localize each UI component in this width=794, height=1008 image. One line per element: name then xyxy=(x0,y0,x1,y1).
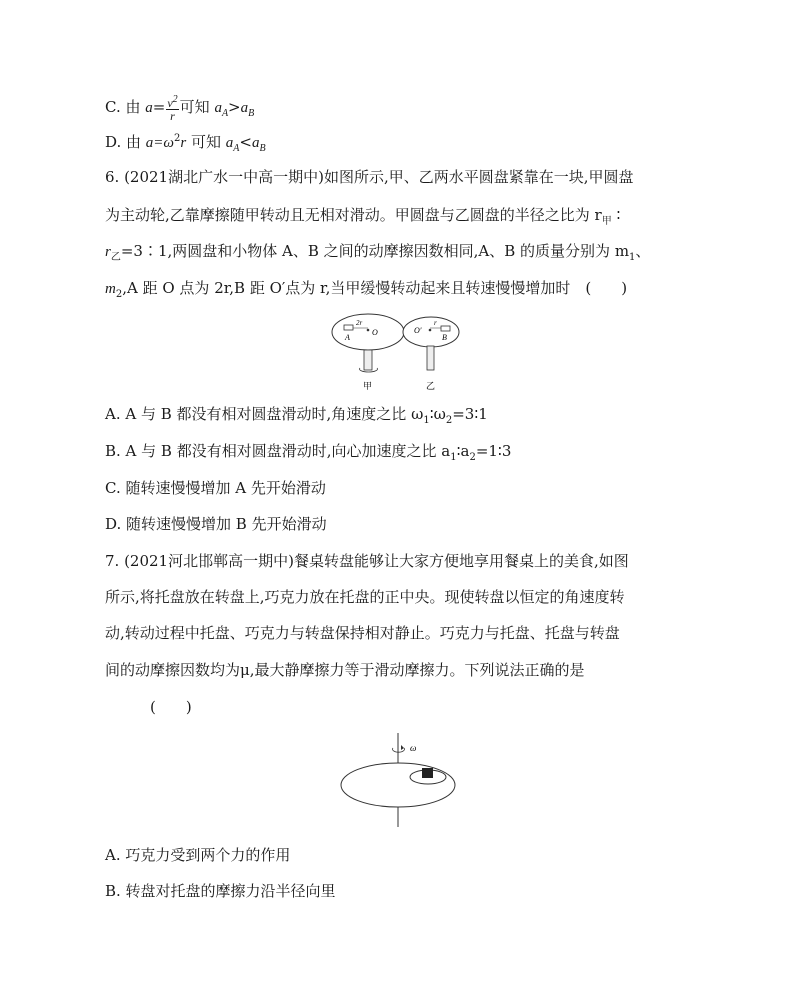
disc-jia xyxy=(332,314,404,350)
option-d-prefix: D. 由 xyxy=(105,133,146,151)
fraction-v2-over-r xyxy=(166,94,178,122)
label-Oprime: O′ xyxy=(414,326,422,335)
block-B xyxy=(441,326,450,331)
chocolate xyxy=(422,768,433,778)
q6-line4-text: ,A 距 O 点为 2r,B 距 O′点为 r,当甲缓慢转动起来且转速慢慢增加时 ( ) xyxy=(122,279,628,297)
sub-2: 2 xyxy=(115,289,123,300)
q6-stem-line3 xyxy=(105,241,650,268)
option-d-mid: 可知 xyxy=(186,133,226,151)
label-yi: 乙 xyxy=(426,381,436,391)
q6-opt-a-end: =3∶1 xyxy=(452,405,488,423)
shaft-jia xyxy=(364,350,372,370)
q6-opt-b-mid: ∶a xyxy=(456,442,470,460)
q7-stem-line3: 动,转动过程中托盘、巧克力与转盘保持相对静止。巧克力与托盘、托盘与转盘 xyxy=(105,624,620,642)
q5-option-c xyxy=(105,94,254,124)
var-r: r xyxy=(105,244,111,260)
disc-yi xyxy=(403,317,459,347)
q7-figure-turntable xyxy=(338,733,468,829)
sub-B: B xyxy=(259,143,266,154)
label-A: A xyxy=(345,333,350,342)
q7-stem-line4: 间的动摩擦因数均为μ,最大静摩擦力等于滑动摩擦力。下列说法正确的是 xyxy=(105,661,585,679)
eq-omega: =ω xyxy=(153,135,175,151)
var-a: a xyxy=(145,100,153,116)
q6-opt-b-text: B. A 与 B 都没有相对圆盘滑动时,向心加速度之比 a xyxy=(105,442,451,460)
q7-stem-line2: 所示,将托盘放在转盘上,巧克力放在托盘的正中央。现使转盘以恒定的角速度转 xyxy=(105,588,625,606)
var-r: r xyxy=(180,135,187,151)
q6-opt-a-mid: ∶ω xyxy=(429,405,446,423)
q6-line3-text: =3∶1,两圆盘和小物体 A、B 之间的动摩擦因数相同,A、B 的质量分别为 m xyxy=(120,242,630,260)
option-c-prefix: C. 由 xyxy=(105,98,146,116)
label-omega: ω xyxy=(410,743,417,753)
q6-option-c: C. 随转速慢慢增加 A 先开始滑动 xyxy=(105,479,326,497)
q7-answer-paren: ( ) xyxy=(150,698,192,716)
ratio-colon: ∶ xyxy=(611,206,621,224)
q7-stem-line1: 7. (2021河北邯郸高一期中)餐桌转盘能够让大家方便地享用餐桌上的美食,如图 xyxy=(105,552,629,570)
frac-num: v xyxy=(167,96,173,110)
var-aB: a xyxy=(240,100,249,116)
q6-stem-line4 xyxy=(105,278,627,305)
turntable xyxy=(341,763,455,807)
label-jia: 甲 xyxy=(363,381,373,391)
sub-2: 2 xyxy=(445,415,453,426)
sub-A: A xyxy=(233,143,240,154)
var-a: a xyxy=(145,135,154,151)
q6-opt-a-text: A. A 与 B 都没有相对圆盘滑动时,角速度之比 ω xyxy=(105,405,424,423)
var-m: m xyxy=(105,281,116,297)
sub-A: A xyxy=(221,108,229,119)
q5-option-d xyxy=(105,129,266,159)
var-aA: a xyxy=(225,135,234,151)
sub-jia: 甲 xyxy=(601,216,612,227)
sub-1: 1 xyxy=(629,252,636,263)
q6-stem-line1: 6. (2021湖北广水一中高一期中)如图所示,甲、乙两水平圆盘紧靠在一块,甲圆盘 xyxy=(105,168,634,186)
label-B: B xyxy=(442,333,447,342)
q7-option-a: A. 巧克力受到两个力的作用 xyxy=(105,846,291,864)
center-O xyxy=(367,329,370,332)
label-2r: 2r xyxy=(356,319,363,327)
q6-line2-text: 为主动轮,乙靠摩擦随甲转动且无相对滑动。甲圆盘与乙圆盘的半径之比为 r xyxy=(105,206,602,224)
sub-yi: 乙 xyxy=(110,252,121,263)
sub-B: B xyxy=(248,108,255,119)
option-c-mid: 可知 xyxy=(179,98,215,116)
sub-1: 1 xyxy=(450,452,457,463)
shaft-yi xyxy=(427,346,434,370)
omega-sup: 2 xyxy=(174,133,181,144)
block-A xyxy=(344,325,353,330)
frac-num-sup: 2 xyxy=(172,94,178,105)
eq-sign: = xyxy=(152,98,166,116)
q6-option-b xyxy=(105,441,511,468)
q7-option-b: B. 转盘对托盘的摩擦力沿半径向里 xyxy=(105,882,336,900)
q6-opt-b-end: =1∶3 xyxy=(475,442,512,460)
sub-1: 1 xyxy=(423,415,430,426)
label-O: O xyxy=(372,328,378,337)
var-aA: a xyxy=(214,100,222,116)
lt-sign: < xyxy=(239,133,252,151)
q6-option-d: D. 随转速慢慢增加 B 先开始滑动 xyxy=(105,515,327,533)
frac-den: r xyxy=(170,109,175,123)
q6-option-a xyxy=(105,404,488,431)
q6-figure-discs xyxy=(330,312,466,394)
var-aB: a xyxy=(251,135,260,151)
label-r: r xyxy=(434,319,437,327)
sub-2: 2 xyxy=(469,452,476,463)
center-Oprime xyxy=(429,329,432,332)
q6-stem-line2 xyxy=(105,205,620,232)
q6-line3-end: 、 xyxy=(635,242,651,260)
gt-sign: > xyxy=(228,98,241,116)
